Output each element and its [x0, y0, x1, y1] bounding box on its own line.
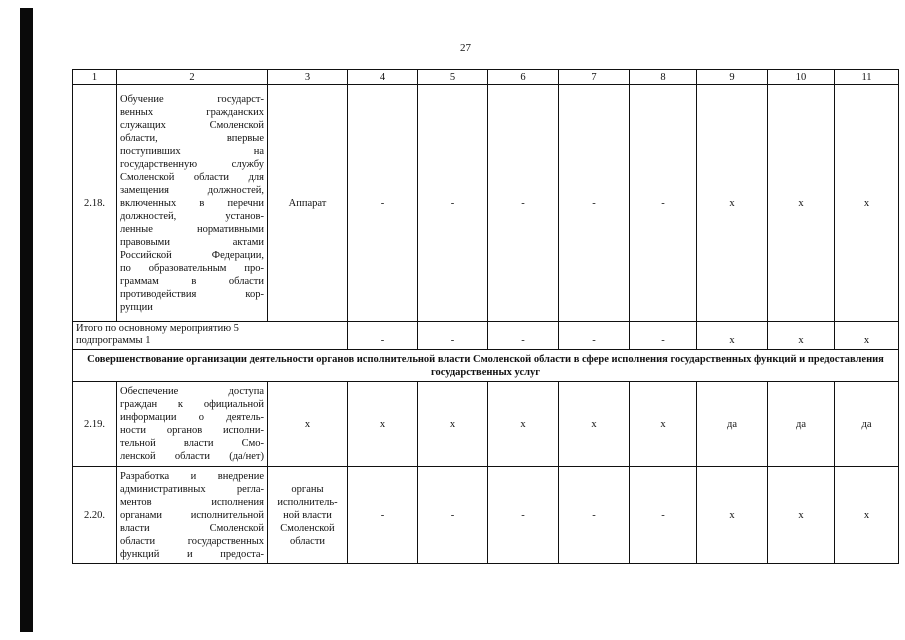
scan-edge: [20, 8, 33, 632]
section-row: [73, 350, 899, 382]
value-cell: -: [630, 85, 697, 322]
header-cell: 4: [348, 70, 418, 85]
name-line: ментов исполнения: [120, 496, 264, 508]
header-cell: 11: [835, 70, 899, 85]
page-number: 27: [460, 42, 471, 54]
name-line: Обучение государст-: [120, 93, 264, 105]
name-line: тельной власти Смо-: [120, 438, 264, 449]
name-line: поступивших на: [120, 145, 264, 157]
value-cell: -: [418, 467, 488, 564]
name-line: ности органов исполни-: [120, 425, 264, 436]
executor-line: области: [289, 535, 326, 547]
name-line: ленской области (да/нет): [120, 451, 264, 462]
row-number: 2.18.: [73, 85, 117, 322]
value-cell: х: [835, 85, 899, 322]
total-row: [73, 322, 899, 350]
name-line: ленные нормативными: [120, 223, 264, 235]
total-label-line: подпрограммы 1: [76, 335, 151, 346]
name-line: информации о деятель-: [120, 412, 264, 423]
value-cell: -: [348, 467, 418, 564]
value-cell: -: [488, 85, 559, 322]
total-value: х: [697, 322, 768, 350]
executor-line: исполнитель-: [277, 496, 338, 508]
total-value: -: [559, 322, 630, 350]
total-value: х: [835, 322, 899, 350]
name-line: граждан к официальной: [120, 399, 264, 410]
header-cell: 7: [559, 70, 630, 85]
total-value: х: [768, 322, 835, 350]
name-line: государственную службу: [120, 158, 264, 170]
header-cell: 1: [73, 70, 117, 85]
name-line: административных регла-: [120, 483, 264, 495]
value-cell: -: [559, 467, 630, 564]
name-line: по образовательным про-: [120, 262, 264, 274]
executor-cell: Аппарат: [268, 85, 348, 322]
name-line: включенных в перечни: [120, 197, 264, 209]
name-line: Российской Федерации,: [120, 249, 264, 261]
header-cell: 8: [630, 70, 697, 85]
value-cell: х: [348, 382, 418, 467]
header-row: [73, 70, 899, 85]
value-cell: х: [488, 382, 559, 467]
header-cell: 5: [418, 70, 488, 85]
value-cell: х: [768, 85, 835, 322]
header-cell: 10: [768, 70, 835, 85]
value-cell: х: [697, 85, 768, 322]
value-cell: -: [348, 85, 418, 322]
executor-line: ной власти: [283, 509, 332, 521]
activity-name: [117, 467, 268, 564]
program-table: [72, 69, 899, 564]
value-cell: -: [418, 85, 488, 322]
value-cell: -: [630, 467, 697, 564]
name-line: Смоленской области для: [120, 171, 264, 183]
row-number: 2.20.: [73, 467, 117, 564]
table-row-2-19: [73, 382, 899, 467]
header-cell: 9: [697, 70, 768, 85]
value-cell: х: [559, 382, 630, 467]
value-cell: -: [488, 467, 559, 564]
table-row-2-20: [73, 467, 899, 564]
name-line: органами исполнительной: [120, 509, 264, 521]
name-line: венных гражданских: [120, 106, 264, 118]
value-cell: х: [268, 382, 348, 467]
name-line: области государственных: [120, 535, 264, 547]
section-title: Совершенствование организации деятельности органов исполнительной власти Смоленской области в сфере исполнения государственных функций и предоставления государственных услуг: [73, 350, 899, 382]
header-cell: 2: [117, 70, 268, 85]
name-line: области, впервые: [120, 132, 264, 144]
name-line: рупции: [120, 301, 153, 313]
total-label: [73, 322, 348, 350]
name-line: функций и предоста-: [120, 548, 264, 560]
value-cell: х: [630, 382, 697, 467]
header-cell: 6: [488, 70, 559, 85]
name-line: противодействия кор-: [120, 288, 264, 300]
name-line: власти Смоленской: [120, 522, 264, 534]
activity-name: [117, 85, 268, 322]
executor-line: органы: [291, 483, 324, 495]
executor-cell: [268, 467, 348, 564]
name-line: правовыми актами: [120, 236, 264, 248]
value-cell: х: [418, 382, 488, 467]
executor-line: Смоленской: [280, 522, 335, 534]
value-cell: да: [768, 382, 835, 467]
total-label-line: Итого по основному мероприятию 5: [76, 323, 239, 334]
activity-name: [117, 382, 268, 467]
name-line: Разработка и внедрение: [120, 470, 264, 482]
table-row-2-18: [73, 85, 899, 322]
total-value: -: [630, 322, 697, 350]
name-line: замещения должностей,: [120, 184, 264, 196]
value-cell: х: [835, 467, 899, 564]
name-line: служащих Смоленской: [120, 119, 264, 131]
value-cell: да: [835, 382, 899, 467]
header-cell: 3: [268, 70, 348, 85]
value-cell: да: [697, 382, 768, 467]
value-cell: х: [768, 467, 835, 564]
row-number: 2.19.: [73, 382, 117, 467]
value-cell: -: [559, 85, 630, 322]
name-line: граммам в области: [120, 275, 264, 287]
total-value: -: [418, 322, 488, 350]
total-value: -: [488, 322, 559, 350]
value-cell: х: [697, 467, 768, 564]
name-line: Обеспечение доступа: [120, 386, 264, 397]
total-value: -: [348, 322, 418, 350]
name-line: должностей, установ-: [120, 210, 264, 222]
